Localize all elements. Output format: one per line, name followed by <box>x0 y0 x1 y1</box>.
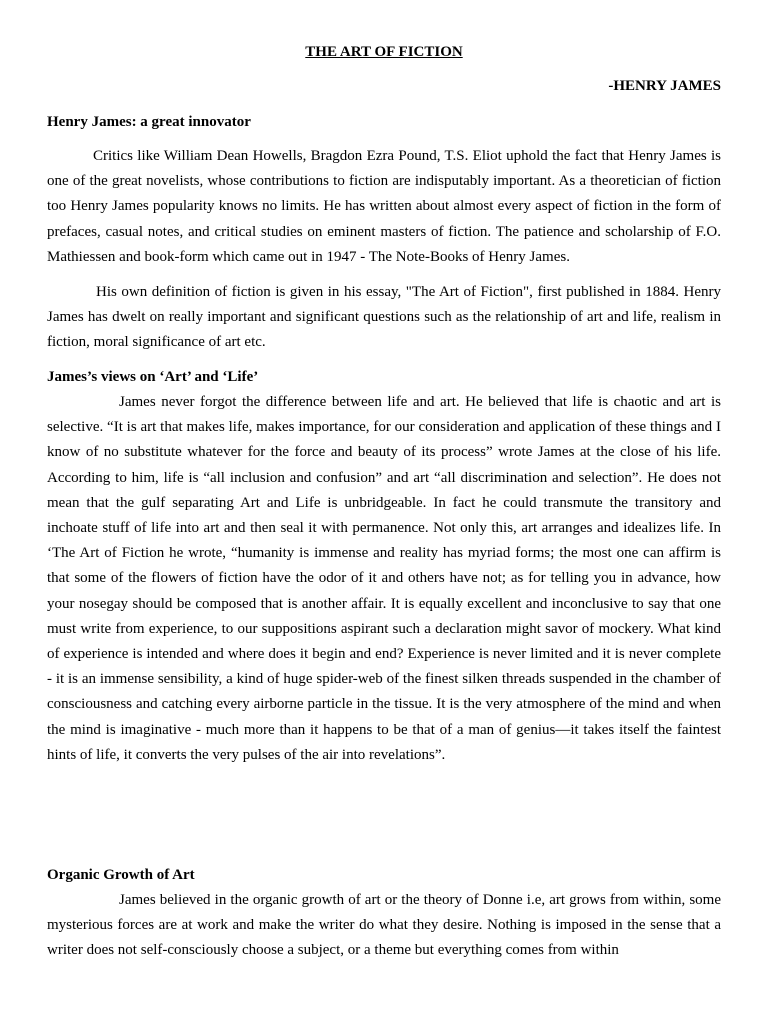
document-author: -HENRY JAMES <box>608 78 721 94</box>
section-heading-art-life: James’s views on ‘Art’ and ‘Life’ <box>47 369 259 385</box>
paragraph-definition: His own definition of fiction is given in his essay, "The Art of Fiction", first published in 1884. Henry James has dwelt on really important and significant questions such as the relationship of art and life, realism in fiction, moral significance of art etc. <box>47 284 721 351</box>
paragraph-organic-growth: James believed in the organic growth of art or the theory of Donne i.e, art grows from within, some mysterious forces are at work and make the writer do what they desire. Nothing is imposed in the sense that a writer does not self-consciously choose a subject, or a theme but everything comes from within <box>47 892 721 959</box>
section-heading-organic-growth: Organic Growth of Art <box>47 867 195 883</box>
section-heading-innovator: Henry James: a great innovator <box>47 114 251 130</box>
paragraph-art-life: James never forgot the difference between life and art. He believed that life is chaotic and art is selective. “It is art that makes life, makes importance, for our consideration and application of these things and I know of no substitute whatever for the force and beauty of its process” wrote James at the close of his life. According to him, life is “all inclusion and confusion” and art “all discrimination and selection”. He does not mean that the gulf separating Art and Life is unbridgeable. In fact he could transmute the transitory and inchoate stuff of life into art and then seal it with permanence. Not only this, art arranges and idealizes life. In ‘The Art of Fiction he wrote, “humanity is immense and reality has myriad forms; the most one can affirm is that some of the flowers of fiction have the odor of it and others have not; as for telling you in advance, how your nosegay should be composed that is another affair. It is equally excellent and inconclusive to say that one must write from experience, to our suppositions aspirant such a declaration might savor of mockery. What kind of experience is intended and where does it begin and end? Experience is never limited and it is never complete - it is an immense sensibility, a kind of huge spider-web of the finest silken threads suspended in the chamber of consciousness and catching every airborne particle in the tissue. It is the very atmosphere of the mind and when the mind is imaginative - much more than it happens to be that of a man of genius—it takes itself the faintest hints of life, it converts the very pulses of the air into revelations”. <box>47 394 721 763</box>
paragraph-critics: Critics like William Dean Howells, Bragdon Ezra Pound, T.S. Eliot uphold the fact that Henry James is one of the great novelists, whose contributions to fiction are indisputably important. As a theoretician of fiction too Henry James popularity knows no limits. He has written about almost every aspect of fiction in the form of prefaces, casual notes, and critical studies on eminent masters of fiction. The patience and scholarship of F.O. Mathiessen and book-form which came out in 1947 - The Note-Books of Henry James. <box>47 148 721 265</box>
document-title: THE ART OF FICTION <box>305 44 463 60</box>
